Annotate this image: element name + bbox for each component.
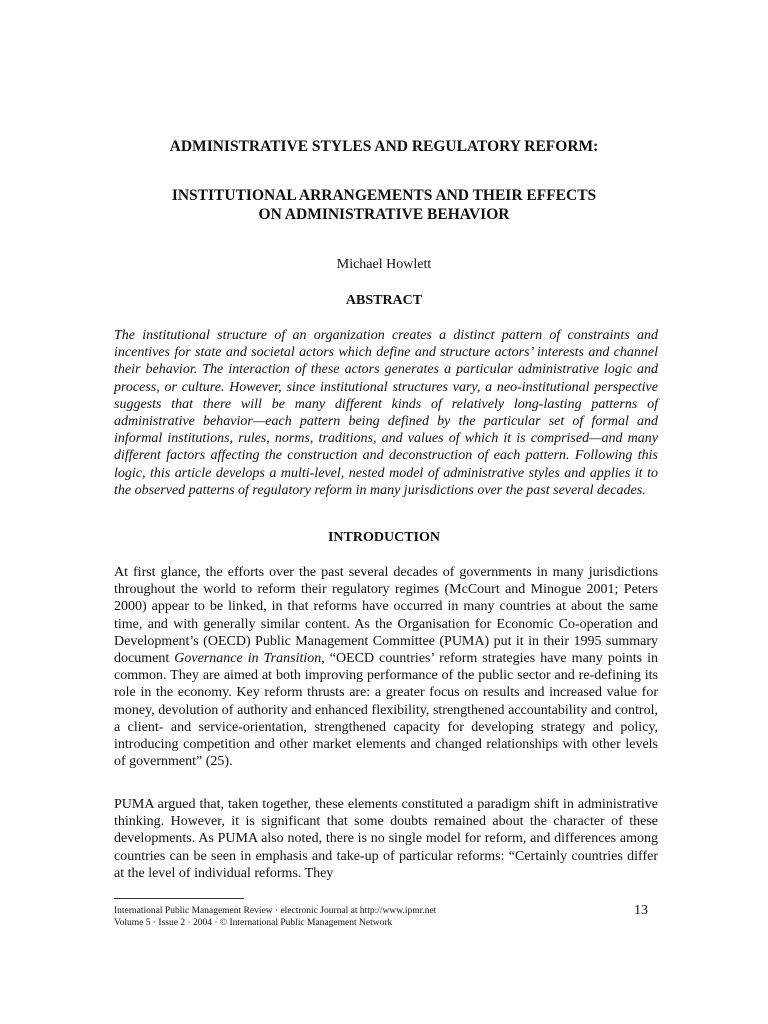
abstract-text: The institutional structure of an organization creates a distinct pattern of constraints and incentives for state and societal actors which define and structure actors’ interests and channel their behavior. The interaction of these actors generates a particular administrative logic and process, or culture. However, since institutional structures vary, a neo-institutional perspective suggests that there will be many different kinds of relatively long-lasting patterns of administrative behavior—each pattern being defined by the particular set of formal and informal institutions, rules, norms, traditions, and values of which it is comprised—and many different factors affecting the construction and deconstruction of each pattern. Following this logic, this article develops a multi-level, nested model of administrative styles and applies it to the observed patterns of regulatory reform in many jurisdictions over the past several decades. — [114, 328, 658, 498]
page-number: 13 — [634, 903, 648, 918]
paper-title-line-1: ADMINISTRATIVE STYLES AND REGULATORY REFORM: — [169, 138, 599, 155]
paragraph-1-text-end: , “OECD countries’ reform strategies have many points in common. They are aimed at both improving performance of the public sector and re-defining its role in the economy. Key reform thrusts are: a greater focus on results and increased value for money, devolution of authority and enhanced flexibility, strengthened accountability and control, a client- and service-orientation, strengthened capacity for developing strategy and policy, introducing competition and other market elements and changed relationships with other levels of government” (25). — [114, 651, 658, 770]
paragraph-1-text-start: At first glance, the efforts over the past several decades of governments in many jurisdictions throughout the world to reform their regulatory regimes (McCourt and Minogue 2001; Peters 2000) appear to be linked, in that reforms have occurred in many countries at about the same time, and with generally similar content. As the Organisation for Economic Co-operation and Development’s (OECD) Public Management Committee (PUMA) put it in their 1995 summary document — [114, 565, 658, 667]
paper-subtitle-line-2: ON ADMINISTRATIVE BEHAVIOR — [258, 206, 510, 223]
author-name: Michael Howlett — [336, 257, 432, 272]
paper-subtitle-line-1: INSTITUTIONAL ARRANGEMENTS AND THEIR EFFECTS — [171, 187, 597, 204]
introduction-paragraph-1 — [114, 564, 658, 770]
abstract-heading: ABSTRACT — [345, 293, 423, 308]
footer-journal-line: International Public Management Review · electronic Journal at http://www.ipmr.net — [114, 906, 437, 916]
document-title-citation: Governance in Transition — [174, 651, 322, 667]
footer-divider — [114, 898, 244, 899]
introduction-heading: INTRODUCTION — [327, 530, 440, 545]
introduction-paragraph-2: PUMA argued that, taken together, these elements constituted a paradigm shift in administrative thinking. However, it is significant that some doubts remained about the character of these developments. As PUMA also noted, there is no single model for reform, and differences among countries can be seen in emphasis and take-up of particular reforms: “Certainly countries differ at the level of individual reforms. They — [114, 797, 658, 881]
footer-volume-line: Volume 5 · Issue 2 · 2004 · © International Public Management Network — [114, 918, 393, 928]
paper-subtitle — [0, 186, 768, 224]
